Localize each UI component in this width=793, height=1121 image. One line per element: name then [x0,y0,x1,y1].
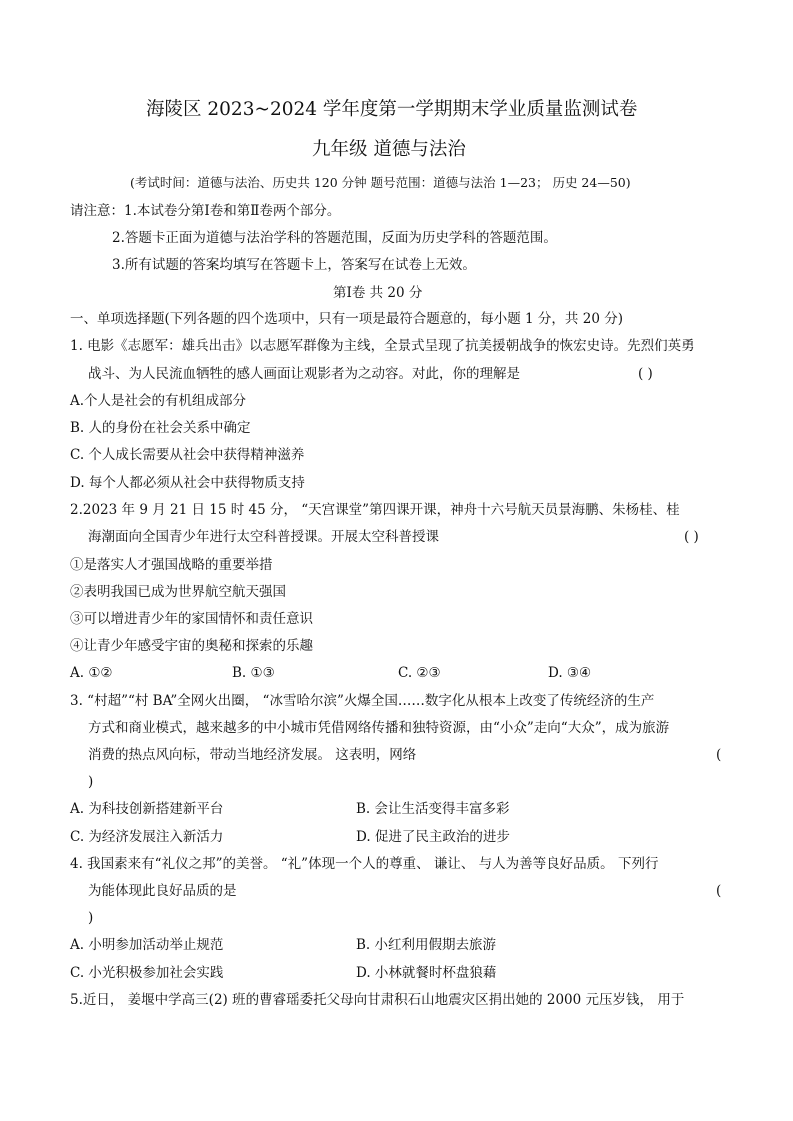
q3-stem-line1: 3. “村超”“村 BA”全网火出圈， “冰雪哈尔滨”火爆全国……数字化从根本上改变了传统经济的生产 [70,693,655,709]
q4-option-b: B. 小红利用假期去旅游 [356,937,497,953]
q3-paren-close: ) [88,774,94,790]
note-item-1: 1.本试卷分第Ⅰ卷和第Ⅱ卷两个部分。 [124,203,341,219]
note-item-3: 3.所有试题的答案均填写在答题卡上，答案写在试卷上无效。 [112,257,476,273]
q3-paren-open: ( [716,747,722,763]
q4-stem-line2: 为能体现此良好品质的是 [88,883,237,899]
exam-subject: 九年级 道德与法治 [312,139,466,160]
q3-option-c: C. 为经济发展注入新活力 [70,829,224,845]
notes-label-text: 请注意： [70,203,124,219]
q2-stem-line2: 海潮面向全国青少年进行太空科普授课。开展太空科普授课 [88,529,439,545]
q3-stem-line2: 方式和商业模式，越来越多的中小城市凭借网络传播和独特资源，由“小众”走向“大众”，成为旅游 [88,720,670,736]
q1-option-d: D. 每个人都必须从社会中获得物质支持 [70,475,305,491]
q2-stem-line1: 2.2023 年 9 月 21 日 15 时 45 分， “天宫课堂”第四课开课，神舟十六号航天员景海鹏、朱杨桂、桂 [70,502,680,518]
q4-option-d: D. 小林就餐时杯盘狼藉 [356,965,497,981]
q1-answer-paren: ( ) [638,366,653,382]
q1-option-b: B. 人的身份在社会关系中确定 [70,420,251,436]
q2-statement-4: ④让青少年感受宇宙的奥秘和探索的乐趣 [70,638,313,654]
q3-option-d: D. 促进了民主政治的进步 [356,829,510,845]
q4-stem-line1: 4. 我国素来有“礼仪之邦”的美誉。 “礼”体现一个人的尊重、 谦让、 与人为善等良好品质。 下列行 [70,856,659,872]
notes-label [70,202,340,220]
q2-statement-1: ①是落实人才强国战略的重要举措 [70,557,273,573]
q4-paren-open: ( [716,883,722,899]
exam-title: 海陵区 2023~2024 学年度第一学期期末学业质量监测试卷 [146,99,638,120]
q4-option-c: C. 小光积极参加社会实践 [70,965,224,981]
q3-option-a: A. 为科技创新搭建新平台 [70,801,224,817]
q1-option-a: A.个人是社会的有机组成部分 [70,393,247,409]
q1-option-c: C. 个人成长需要从社会中获得精神滋养 [70,447,305,463]
q2-option-b: B. ①③ [232,665,275,681]
q2-option-c: C. ②③ [398,665,441,681]
part1-heading: 第Ⅰ卷 共 20 分 [333,285,423,301]
q2-option-a: A. ①② [70,665,113,681]
q3-option-b: B. 会让生活变得丰富多彩 [356,801,510,817]
q1-stem-line2: 战斗、为人民流血牺牲的感人画面让观影者为之动容。对此，你的理解是 [88,366,520,382]
note-item-2: 2.答题卡正面为道德与法治学科的答题范围，反面为历史学科的答题范围。 [112,230,557,246]
q2-statement-2: ②表明我国已成为世界航空航天强国 [70,584,286,600]
q2-statement-3: ③可以增进青少年的家国情怀和责任意识 [70,611,313,627]
q5-stem-line1: 5.近日， 姜堰中学高三(2) 班的曹睿瑶委托父母向甘肃积石山地震灾区捐出她的 2000 元压岁钱， 用于 [70,992,685,1008]
exam-info: (考试时间：道德与法治、历史共 120 分钟 题号范围：道德与法治 1—23； 历史 24—50) [130,175,631,190]
section-heading: 一、单项选择题(下列各题的四个选项中，只有一项是最符合题意的，每小题 1 分，共 20 分) [70,311,623,327]
q2-answer-paren: ( ) [684,529,699,545]
q2-option-d: D. ③④ [548,665,592,681]
q4-option-a: A. 小明参加活动举止规范 [70,937,224,953]
q4-paren-close: ) [88,910,94,926]
q1-stem-line1: 1. 电影《志愿军：雄兵出击》以志愿军群像为主线，全景式呈现了抗美援朝战争的恢宏史诗。先烈们英勇 [70,338,695,354]
q3-stem-line3: 消费的热点风向标，带动当地经济发展。 这表明，网络 [88,747,417,763]
